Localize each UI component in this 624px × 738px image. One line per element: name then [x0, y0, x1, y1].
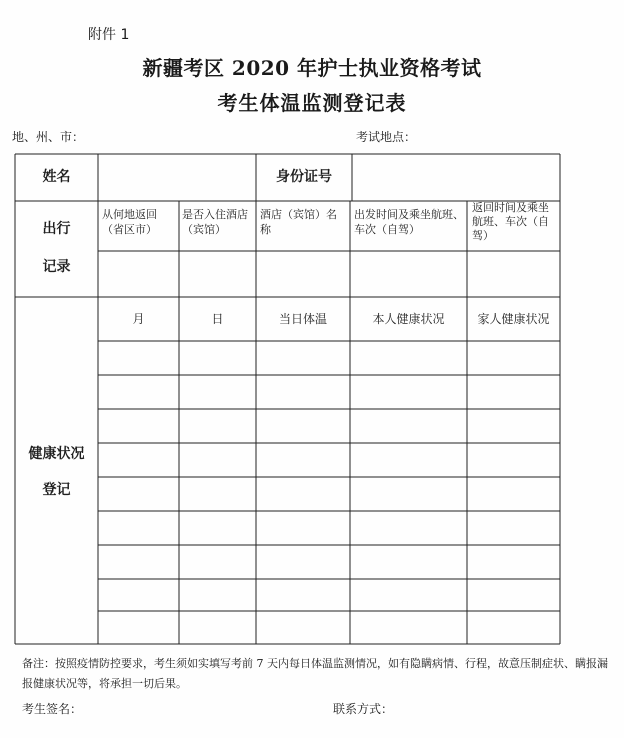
travel-header-departure: 出发时间及乘坐航班、车次（自驾） [354, 208, 464, 236]
health-header-month: 月 [132, 312, 145, 326]
contact-label: 联系方式： [333, 702, 394, 716]
form-title: 新疆考区 2020 年护士执业资格考试 [142, 56, 482, 80]
health-label-line1: 健康状况 [28, 446, 85, 462]
travel-hotel-stay-field[interactable] [180, 252, 255, 296]
health-header-day: 日 [211, 312, 224, 326]
health-label-line2: 登记 [42, 482, 71, 498]
health-header-family-status: 家人健康状况 [477, 312, 550, 326]
travel-header-origin: 从何地返回（省区市） [102, 208, 157, 236]
travel-header-return: 返回时间及乘坐航班、车次（自驾） [472, 201, 549, 242]
exam-site-label: 考试地点： [356, 130, 417, 144]
travel-origin-field[interactable] [99, 252, 178, 296]
travel-header-hotel-stay: 是否入住酒店（宾馆） [182, 208, 248, 236]
travel-header-hotel-name: 酒店（宾馆）名称 [260, 208, 337, 236]
name-field[interactable] [99, 155, 255, 200]
id-number-label: 身份证号 [276, 169, 332, 185]
travel-hotel-name-field[interactable] [257, 252, 349, 296]
travel-return-field[interactable] [468, 252, 559, 296]
form-subtitle: 考生体温监测登记表 [217, 91, 407, 115]
id-number-field[interactable] [353, 155, 559, 200]
travel-departure-field[interactable] [351, 252, 466, 296]
travel-label-line2: 记录 [42, 259, 71, 275]
remark-text: 备注：按照疫情防控要求，考生须如实填写考前 7 天内每日体温监测情况，如有隐瞒病情、行程，故意压制症状、瞒报漏报健康状况等，将承担一切后果。 [22, 657, 608, 690]
health-header-self-status: 本人健康状况 [372, 312, 445, 326]
travel-label-line1: 出行 [42, 221, 71, 237]
region-label: 地、州、市： [12, 130, 85, 144]
signature-label: 考生签名： [22, 702, 83, 716]
attachment-label: 附件 1 [88, 27, 130, 43]
health-header-temperature: 当日体温 [278, 312, 327, 326]
name-label: 姓名 [42, 169, 71, 185]
